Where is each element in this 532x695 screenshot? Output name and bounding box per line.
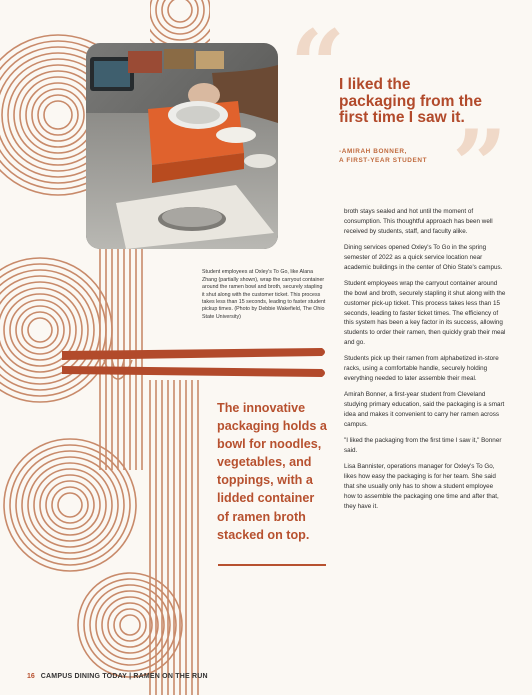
noodle-swirl-bottom (78, 573, 182, 677)
body-paragraph: Dining services opened Oxley's To Go in the spring semester of 2022 as a quick service location near academic buildings in the center of Ohio State's campus. (344, 243, 503, 271)
open-quote-icon: “ (290, 9, 346, 122)
pull-quote-attribution (339, 147, 489, 165)
article-body (344, 207, 506, 518)
running-footer: CAMPUS DINING TODAY | RAMEN ON THE RUN (40, 673, 208, 680)
body-paragraph: Students pick up their ramen from alphabetized in-store racks, using a comfortable handle, securely holding everything needed to later assemble their meal. (344, 355, 499, 383)
photo-caption: Student employees at Oxley's To Go, like Alana Zhang (partially shown), wrap the carryout container around the ramen bowl and broth, securely stapling it shut along with the customer ticket. This process takes less than 15 seconds, leading to faster student pickup times. (Photo by Debbie Wakefield, The Ohio State University) (202, 269, 326, 320)
pull-quote: I liked the packaging from the first time I saw it. (339, 76, 482, 126)
noodle-swirl-lower (4, 439, 136, 571)
body-paragraph: Amirah Bonner, a first-year student from Cleveland studying primary education, said the packaging is a smart idea and makes it convenient to carry her ramen across campus. (344, 391, 505, 428)
chopsticks-icon (62, 348, 325, 377)
close-quote-icon: ” (452, 109, 508, 222)
attribution-role: A FIRST-YEAR STUDENT (339, 157, 428, 165)
callout-text: The innovative packaging holds a bowl for noodles, vegetables, and toppings, with a lidded container of ramen broth stacked on top. (217, 401, 327, 542)
body-paragraph: Student employees wrap the carryout container around the bowl and broth, securely stapling it shut along with the customer pick-up ticket. This process takes less than 15 seconds, leading to faster ticket times. The efficiency of this system has been a key factor in its success, allowing students to order their ramen, then quickly grab their meal and go. (344, 279, 506, 347)
page-footer (27, 672, 208, 682)
callout-rule (218, 564, 326, 566)
page-number: 16 (27, 673, 35, 680)
photo-packaging-station (86, 43, 278, 249)
body-paragraph: Lisa Bannister, operations manager for Oxley's To Go, likes how easy the packaging is for her team. She said that she usually only has to show a student employee how to assemble the packaging one time and after that, they have it. (344, 463, 499, 510)
body-paragraph: "I liked the packaging from the first time I saw it," Bonner said. (344, 437, 502, 454)
noodle-swirl-middle (0, 258, 112, 402)
body-paragraph: broth stays sealed and hot until the moment of consumption. This thoughtful approach has been well received by students, staff, and faculty alike. (344, 208, 493, 235)
attribution-name: -AMIRAH BONNER, (339, 148, 407, 155)
